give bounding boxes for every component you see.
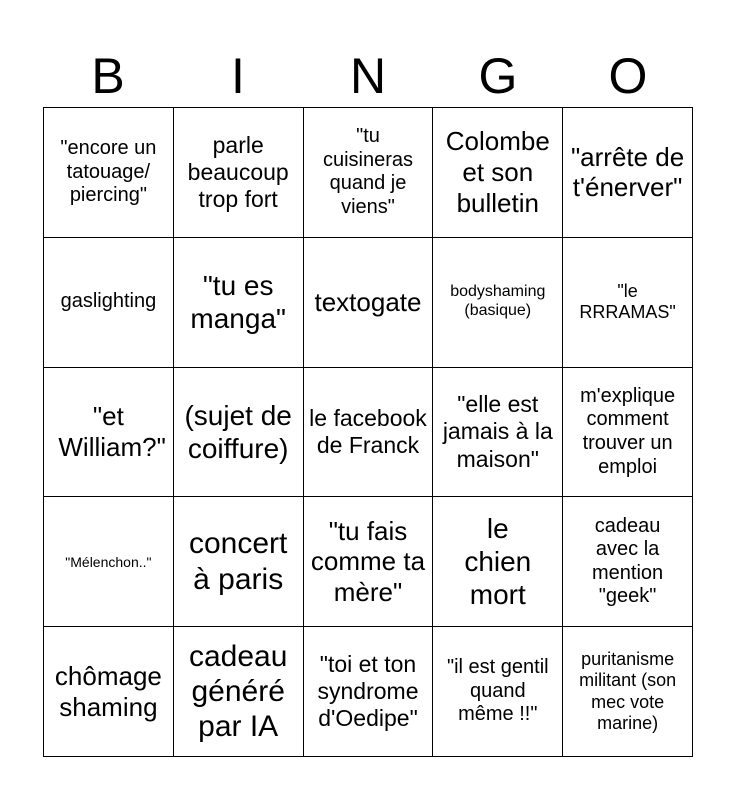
bingo-cell-r1c2[interactable]	[174, 108, 304, 238]
cell-text: "arrête de t'énerver"	[570, 141, 685, 203]
cell-text: gaslighting	[60, 290, 157, 313]
bingo-cell-r1c1[interactable]	[44, 108, 174, 238]
cell-text: "tu es manga"	[190, 270, 286, 335]
bingo-cell-r4c3[interactable]	[304, 497, 434, 627]
cell-text: le chien mort	[464, 513, 532, 611]
bingo-cell-r4c4[interactable]	[433, 497, 563, 627]
header-letter-n: N	[349, 48, 387, 104]
bingo-cell-r3c4[interactable]	[433, 368, 563, 498]
bingo-cell-r1c5[interactable]	[563, 108, 693, 238]
cell-text: "et William?"	[58, 401, 166, 462]
header-letter-b: B	[91, 48, 125, 104]
bingo-cell-r5c5[interactable]	[563, 627, 693, 757]
bingo-cell-r1c3[interactable]	[304, 108, 434, 238]
header-letter-o: O	[608, 48, 648, 104]
bingo-cell-r5c4[interactable]	[433, 627, 563, 757]
cell-text: Colombe et son bulletin	[445, 126, 550, 218]
bingo-header	[43, 46, 693, 106]
bingo-grid	[43, 107, 693, 757]
bingo-cell-r2c2[interactable]	[174, 238, 304, 368]
bingo-cell-r3c5[interactable]	[563, 368, 693, 498]
cell-text: cadeau avec la mention "geek"	[592, 514, 664, 608]
bingo-cell-r4c5[interactable]	[563, 497, 693, 627]
bingo-cell-r1c4[interactable]	[433, 108, 563, 238]
bingo-cell-r2c1[interactable]	[44, 238, 174, 368]
cell-text: "elle est jamais à la maison"	[442, 391, 553, 472]
cell-text: "tu cuisineras quand je viens"	[322, 125, 413, 218]
bingo-cell-r2c5[interactable]	[563, 238, 693, 368]
bingo-cell-r4c1[interactable]	[44, 497, 174, 627]
cell-text: le facebook de Franck	[309, 404, 427, 458]
cell-text: textogate	[314, 286, 422, 317]
header-letter-g: G	[478, 48, 518, 104]
bingo-cell-r3c3[interactable]	[304, 368, 434, 498]
cell-text: "encore un tatouage/ piercing"	[60, 137, 157, 207]
cell-text: puritanisme militant (son mec vote marine)	[579, 649, 677, 733]
cell-text: m'explique comment trouver un emploi	[580, 384, 676, 478]
bingo-cell-r2c4[interactable]	[433, 238, 563, 368]
cell-text: (sujet de coiffure)	[184, 399, 292, 464]
cell-text: parle beaucoup trop fort	[187, 131, 289, 212]
cell-text: "le RRRAMAS"	[579, 280, 676, 323]
bingo-cell-r2c3[interactable]	[304, 238, 434, 368]
bingo-cell-r4c2[interactable]	[174, 497, 304, 627]
bingo-cell-r5c3[interactable]	[304, 627, 434, 757]
header-letter-i: I	[231, 48, 245, 104]
bingo-cell-r5c1[interactable]	[44, 627, 174, 757]
cell-text: "il est gentil quand même !!"	[446, 656, 549, 726]
bingo-cell-r3c2[interactable]	[174, 368, 304, 498]
bingo-cell-r3c1[interactable]	[44, 368, 174, 498]
cell-text: cadeau généré par IA	[188, 639, 288, 744]
cell-text: bodyshaming (basique)	[450, 283, 546, 320]
bingo-cell-r5c2[interactable]	[174, 627, 304, 757]
cell-text: chômage shaming	[54, 660, 162, 722]
cell-text: "Mélenchon.."	[65, 553, 152, 570]
cell-text: "toi et ton syndrome d'Oedipe"	[317, 650, 419, 732]
cell-text: concert à paris	[188, 527, 288, 596]
cell-text: "tu fais comme ta mère"	[310, 515, 426, 608]
